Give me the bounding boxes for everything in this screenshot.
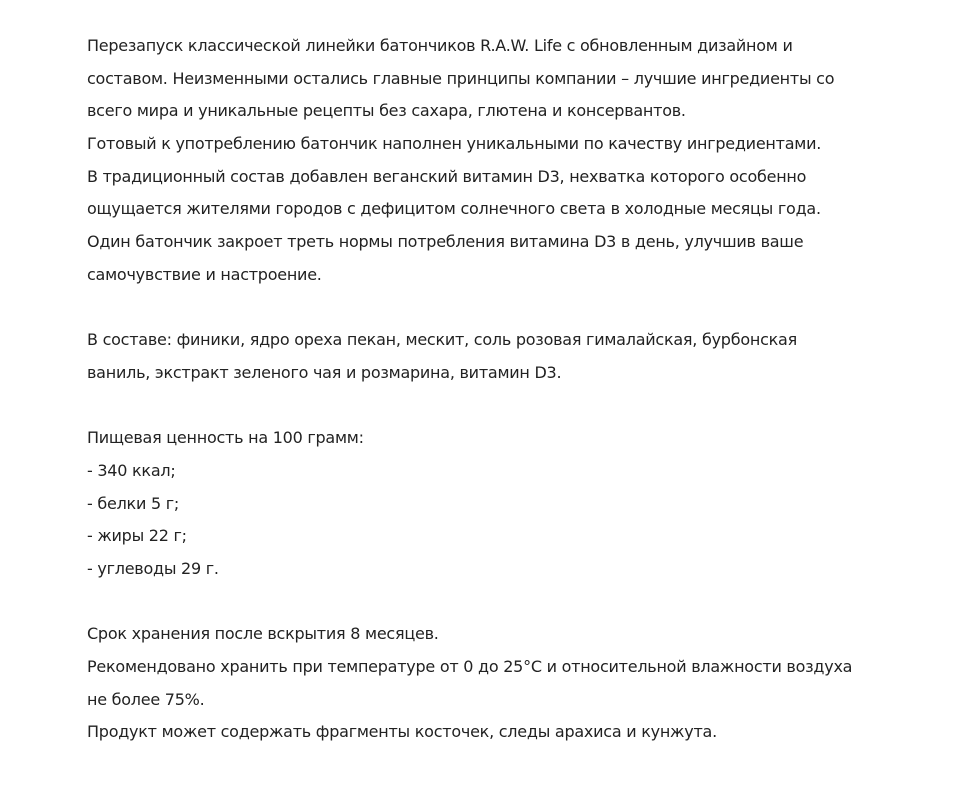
description-line: составом. Неизменными остались главные принципы компании – лучшие ингредиенты со xyxy=(87,68,835,88)
ingredients-line: ваниль, экстракт зеленого чая и розмарина, витамин D3. xyxy=(87,362,562,382)
description-line: ощущается жителями городов с дефицитом солнечного света в холодные месяцы года. xyxy=(87,199,821,219)
description-line: Готовый к употреблению батончик наполнен уникальными по качеству ингредиентами. xyxy=(87,134,822,154)
description-line: Перезапуск классической линейки батончиков R.A.W. Life с обновленным дизайном и xyxy=(87,36,793,55)
paragraph-spacer xyxy=(87,390,937,423)
nutrition-item: - углеводы 29 г. xyxy=(87,559,219,578)
storage-line: Срок хранения после вскрытия 8 месяцев. xyxy=(87,624,439,644)
paragraph-spacer xyxy=(87,292,937,325)
description-line: Один батончик закроет треть нормы потребления витамина D3 в день, улучшив ваше xyxy=(87,232,804,252)
description-block xyxy=(87,30,937,292)
nutrition-block xyxy=(87,422,937,585)
nutrition-heading: Пищевая ценность на 100 грамм: xyxy=(87,428,364,448)
storage-line: не более 75%. xyxy=(87,689,205,709)
ingredients-block xyxy=(87,324,937,389)
paragraph-spacer xyxy=(87,586,937,619)
description-line: В традиционный состав добавлен веганский витамин D3, нехватка которого особенно xyxy=(87,166,807,186)
nutrition-item: - жиры 22 г; xyxy=(87,526,187,546)
storage-line: Рекомендовано хранить при температуре от 0 до 25°С и относительной влажности воздуха xyxy=(87,657,853,677)
nutrition-item: - 340 ккал; xyxy=(87,460,176,480)
storage-block xyxy=(87,618,937,749)
description-line: самочувствие и настроение. xyxy=(87,264,322,284)
product-description xyxy=(87,30,937,749)
description-line: всего мира и уникальные рецепты без сахара, глютена и консервантов. xyxy=(87,101,686,121)
ingredients-line: В составе: финики, ядро ореха пекан, мескит, соль розовая гималайская, бурбонская xyxy=(87,330,797,350)
nutrition-item: - белки 5 г; xyxy=(87,493,180,513)
storage-line: Продукт может содержать фрагменты косточек, следы арахиса и кунжута. xyxy=(87,722,717,742)
